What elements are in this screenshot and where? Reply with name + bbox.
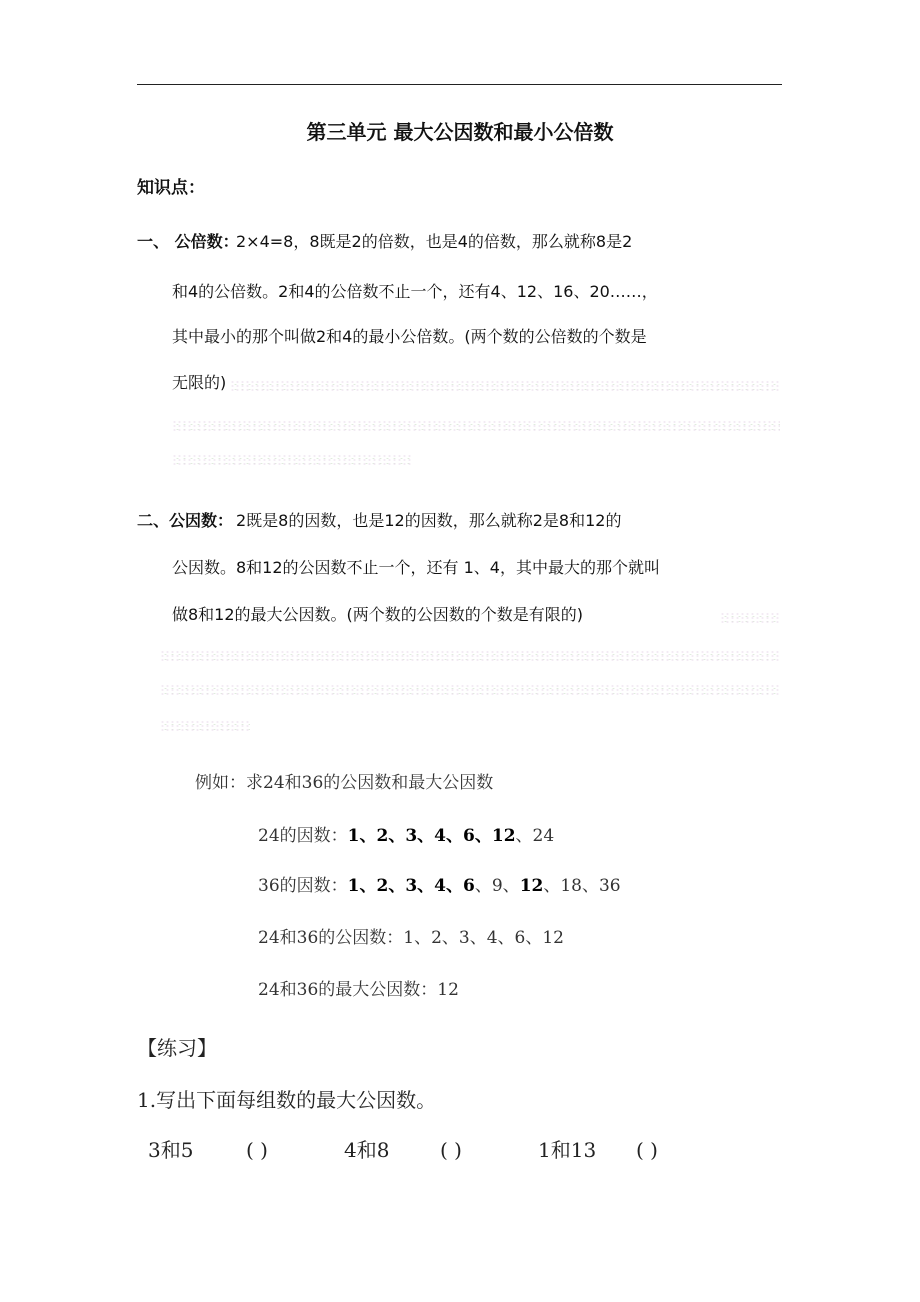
factor-value: 、18、36 (543, 876, 621, 896)
section1-line: 其中最小的那个叫做2和4的最小公倍数。(两个数的公倍数的个数是 (172, 327, 647, 346)
q1-item-pair: 4和8 (344, 1138, 390, 1162)
factor-value: 、24 (515, 826, 555, 846)
factor-value: 1、 (347, 826, 377, 846)
header-rule (137, 84, 782, 85)
factor-value: 4、 (434, 826, 464, 846)
factors-24 (258, 826, 554, 846)
section2-line: 公因数。8和12的公因数不止一个，还有 1、4，其中最大的那个就叫 (172, 558, 660, 577)
q1-answer-blank[interactable]: ( ) (440, 1138, 462, 1162)
section2-line: 2既是8的因数，也是12的因数，那么就称2是8和12的 (236, 511, 622, 530)
factor-value: 4、 (434, 876, 464, 896)
q1-answer-blank[interactable]: ( ) (636, 1138, 658, 1162)
factors-36-label: 36的因数： (258, 876, 348, 896)
factor-value: 6、 (463, 826, 492, 846)
section1-line: 2×4=8，8既是2的倍数，也是4的倍数，那么就称8是2 (236, 232, 633, 251)
question-1: 1.写出下面每组数的最大公因数。 (137, 1088, 437, 1112)
section1-line: 和4的公倍数。2和4的公倍数不止一个，还有4、12、16、20……， (172, 282, 658, 301)
faint-text (172, 454, 412, 466)
q1-item-pair: 1和13 (538, 1138, 597, 1162)
example-intro: 例如：求24和36的公因数和最大公因数 (195, 773, 494, 793)
factor-value: 、9、 (474, 876, 520, 896)
faint-text (160, 650, 780, 662)
greatest-common-factor: 24和36的最大公因数：12 (258, 980, 459, 1000)
factor-value: 12 (491, 826, 516, 846)
page-title: 第三单元 最大公因数和最小公倍数 (306, 120, 614, 144)
common-factors: 24和36的公因数：1、2、3、4、6、12 (258, 928, 564, 948)
factor-value: 12 (519, 876, 544, 896)
section2-label: 二、公因数： (137, 511, 234, 530)
factor-value: 2、 (376, 826, 406, 846)
section2-line: 做8和12的最大公因数。(两个数的公因数的个数是有限的) (172, 605, 584, 624)
q1-item-pair: 3和5 (148, 1138, 194, 1162)
faint-text (230, 380, 780, 392)
section1-line: 无限的) (172, 373, 227, 392)
practice-heading: 【练习】 (137, 1036, 217, 1060)
factor-value: 3、 (405, 826, 435, 846)
faint-text (172, 420, 780, 432)
factor-value: 1、 (347, 876, 377, 896)
faint-text (160, 684, 780, 696)
factors-24-label: 24的因数： (258, 826, 348, 846)
faint-text (720, 612, 780, 624)
factor-value: 3、 (405, 876, 435, 896)
section1-label: 一、 公倍数： (137, 232, 239, 251)
factor-value: 6 (463, 876, 475, 896)
factor-value: 2、 (376, 876, 406, 896)
q1-answer-blank[interactable]: ( ) (246, 1138, 268, 1162)
factors-36 (258, 876, 621, 896)
knowledge-heading: 知识点： (137, 178, 205, 198)
faint-text (160, 720, 250, 732)
